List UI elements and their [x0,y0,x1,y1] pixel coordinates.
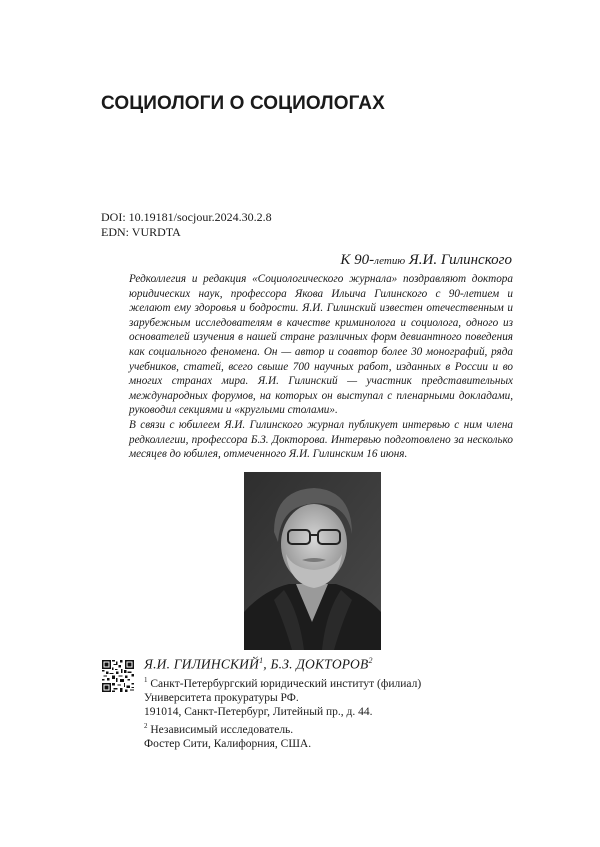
editorial-intro [129,272,513,462]
anniversary-prefix: К 90- [340,252,375,268]
intro-paragraph: В связи с юбилеем Я.И. Гилинского журнал публикует интервью с ним члена редколлегии, профессора Б.З. Докторова. Интервью подготовлено за несколько месяцев до юбилея, отмеченного Я.И. Гилинским 16 июня. [129,418,513,461]
author-separator: , [263,656,271,672]
qr-code-icon[interactable] [102,660,134,692]
anniversary-name: Я.И. Гилинского [405,252,512,268]
author-gilinsky: Я.И. ГИЛИНСКИЙ [144,656,260,672]
anniversary-smallcaps: летию [374,255,406,267]
author-footnote-mark: 2 [368,656,373,665]
affiliation-address: 191014, Санкт-Петербург, Литейный пр., д. 44. [144,706,373,719]
affiliation-location: Фостер Сити, Калифорния, США. [144,738,312,751]
author-affiliations [144,673,421,752]
affiliation-mark: 2 [144,722,148,731]
author-doktorov: Б.З. ДОКТОРОВ [270,656,369,672]
anniversary-heading [340,252,512,269]
edn-code: EDN: VURDTA [101,224,181,239]
affiliation-line: $^2$ Независимый исследователь. [144,722,294,737]
portrait-photo [244,472,381,650]
author-footnote-mark: 1 [259,656,264,665]
affiliation-mark: 1 [144,676,148,684]
intro-paragraph: Редколлегия и редакция «Социологического журнала» поздравляют доктора юридических наук, профессора Якова Ильича Гилинского с 90-летием и желают ему здоровья и бодрости. Я.И. Гилинский известен отечественным и зарубежным исследователям в качестве криминолога и социолога, одного из основателей изучения в нашей стране различных форм девиантного поведения как социального феномена. Он — автор и соавтор более 30 монографий, ряда учебников, статей, всего свыше 700 научных работ, изданных в России и во многих странах мира. Я.И. Гилинский — участник представительных международных форумов, на которых он выступал с пленарными докладами, руководил секциями и «круглыми столами». [129,273,513,417]
doi-link[interactable]: DOI: 10.19181/socjour.2024.30.2.8 [101,210,272,224]
section-title: СОЦИОЛОГИ О СОЦИОЛОГАХ [101,93,385,114]
portrait-illustration [244,472,381,650]
author-names [144,656,373,673]
affiliation-line: $^1$ Санкт-Петербургский юридический институт (филиал) [144,676,422,690]
article-identifiers [101,210,272,239]
affiliation-line: Университета прокуратуры РФ. [144,692,299,705]
